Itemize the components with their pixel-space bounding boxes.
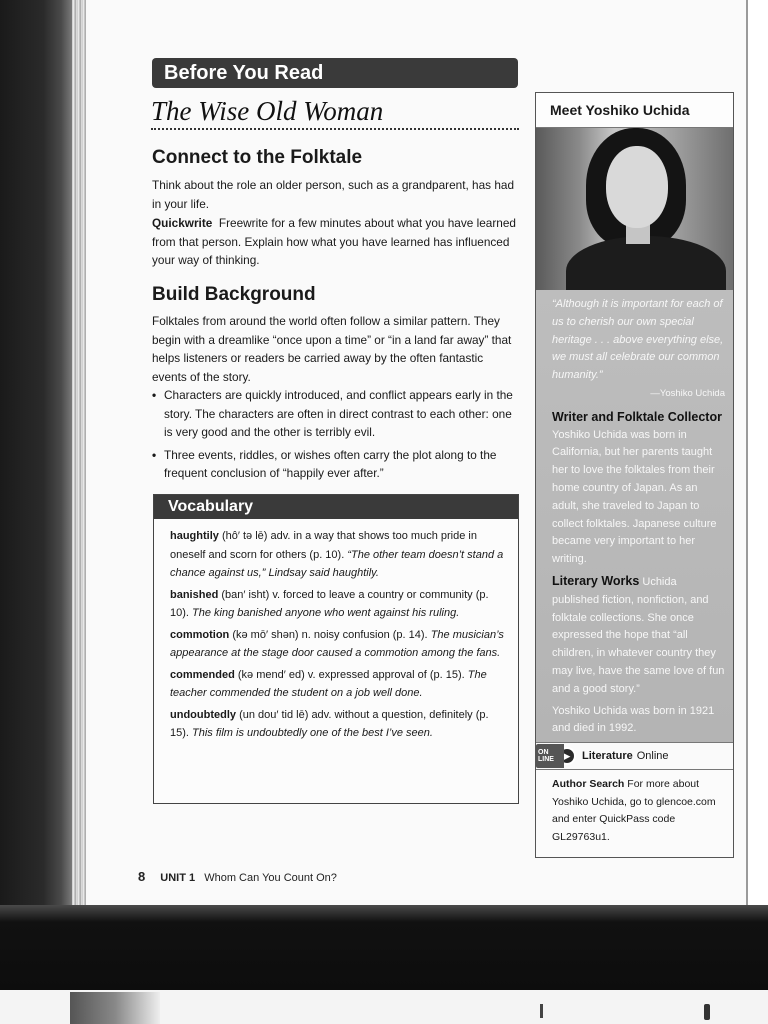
- vocabulary-heading: Vocabulary: [154, 495, 518, 519]
- vocab-word: commotion: [170, 628, 230, 641]
- vocab-definition: (ban′ isht) v. forced to leave a country or community (p. 10).: [170, 588, 489, 619]
- literature-label: Literature: [582, 750, 633, 762]
- author-search-label: Author Search: [552, 778, 625, 790]
- vocab-example: “The other team doesn’t stand a chance against us,” Lindsay said haughtily.: [170, 548, 504, 579]
- vocab-example: The king banished anyone who went against his ruling.: [192, 607, 460, 619]
- author-search-text: For more about Yoshiko Uchida, go to glencoe.com and enter QuickPass code GL29763u1.: [552, 778, 716, 843]
- vocab-word: banished: [170, 588, 219, 601]
- quote-attribution: —Yoshiko Uchida: [650, 387, 725, 399]
- scan-mark: [540, 1004, 543, 1018]
- online-icon: ON LINE: [536, 744, 564, 768]
- writer-heading: Writer and Folktale Collector: [552, 409, 722, 424]
- vocab-example: This film is undoubtedly one of the best I’ve seen.: [192, 727, 433, 739]
- vocab-definition: (kə mend′ ed) v. expressed approval of (p. 15).: [237, 668, 465, 681]
- book-spine: [0, 0, 72, 930]
- vocab-word: undoubtedly: [170, 708, 236, 721]
- background-heading: Build Background: [152, 284, 316, 305]
- vocab-entry: [170, 626, 506, 663]
- literature-online-bar[interactable]: [536, 742, 733, 770]
- vocab-example: The teacher commended the student on a job well done.: [170, 668, 487, 699]
- author-bio-panel: [536, 290, 733, 742]
- connect-heading: Connect to the Folktale: [152, 147, 363, 168]
- author-search: [536, 770, 733, 846]
- unit-label: UNIT 1: [160, 872, 196, 884]
- author-sidebar: [535, 92, 734, 858]
- works-paragraph: [552, 573, 725, 699]
- vocab-entry: [170, 706, 506, 743]
- vocab-word: haughtily: [170, 530, 219, 542]
- online-label: Online: [636, 750, 669, 762]
- quickwrite-text: Freewrite for a few minutes about what you have learned from that person. Explain how what you have learned has influenced your way of thinking.: [152, 216, 516, 268]
- scan-smudge: [70, 992, 160, 1024]
- background-bullets: [152, 386, 518, 487]
- vocab-definition: (un dou′ tid lē) adv. without a question, definitely (p. 15).: [170, 708, 489, 739]
- vocab-example: The musician’s appearance at the stage door caused a commotion among the fans.: [170, 628, 504, 659]
- connect-text: Think about the role an older person, such as a grandparent, has had in your life.: [152, 178, 515, 211]
- vocab-entry: [170, 586, 506, 623]
- writer-text: Yoshiko Uchida was born in California, but her parents taught her to love the folktales from their home country of Japan. As an adult, she traveled to Japan to collect folktales. Japanese culture became very important to her writing.: [552, 428, 717, 566]
- bullet-item: • Characters are quickly introduced, and conflict appears early in the story. The characters are often in direct contrast to each other: one is very good and the other is terribly evil.: [152, 386, 518, 442]
- before-you-read-banner: Before You Read: [152, 58, 518, 88]
- play-circle-icon: ▶: [558, 747, 576, 765]
- title-divider: [151, 128, 519, 130]
- vocab-entry: [170, 666, 506, 703]
- vocabulary-box: [153, 494, 519, 804]
- scan-bottom-shadow: [0, 905, 768, 990]
- born-text: Yoshiko Uchida was born in 1921 and died in 1992.: [552, 704, 715, 735]
- story-title: The Wise Old Woman: [151, 96, 384, 126]
- works-text: Uchida published fiction, nonfiction, and folktale collections. She once expressed the hope that “all children, in whatever country they may live, have the same love of fun and a good story.”: [552, 575, 725, 695]
- page-number: 8: [138, 869, 146, 884]
- scan-mark: [704, 1004, 710, 1020]
- vocab-word: commended: [170, 668, 235, 681]
- vocabulary-list: [154, 519, 518, 743]
- page-footer: [138, 869, 337, 884]
- sidebar-title: Meet Yoshiko Uchida: [536, 93, 733, 128]
- vocab-definition: (hô′ tə lē) adv. in a way that shows too much pride in oneself and scorn for others (p. 10).: [170, 530, 477, 561]
- unit-title: Whom Can You Count On?: [204, 872, 337, 884]
- background-text: Folktales from around the world often follow a similar pattern. They begin with a dreamlike “once upon a time” or “in a land far away” that helps listeners or readers be carried away by the often fantastic events of the story.: [152, 314, 512, 384]
- page-right-edge: [746, 0, 748, 905]
- quickwrite-label: Quickwrite: [152, 216, 213, 230]
- works-heading: Literary Works: [552, 573, 640, 588]
- vocab-entry: [170, 527, 506, 583]
- bullet-item: • Three events, riddles, or wishes often carry the plot along to the frequent conclusion of “happily ever after.”: [152, 446, 518, 483]
- page-edge: [72, 0, 86, 910]
- vocab-definition: (kə mō′ shən) n. noisy confusion (p. 14).: [232, 628, 428, 641]
- author-photo: [536, 128, 733, 290]
- author-quote: “Although it is important for each of us to cherish our own special heritage . . . above everything else, we must all celebrate our common humanity.”: [552, 298, 724, 382]
- quickwrite-paragraph: [152, 214, 518, 270]
